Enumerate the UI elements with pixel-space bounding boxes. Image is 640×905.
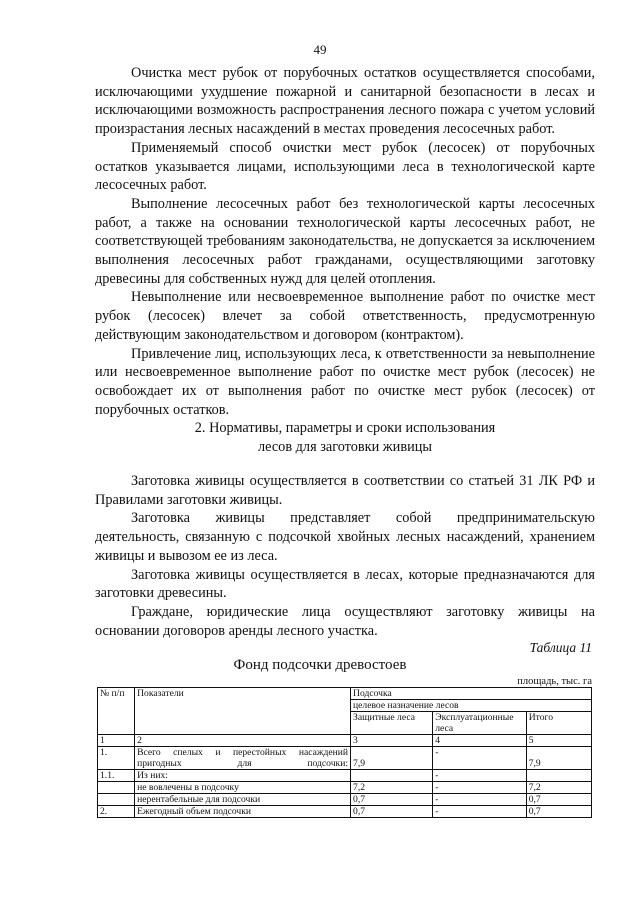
header-cell-subgroup: целевое назначение лесов xyxy=(351,700,592,712)
row-protective xyxy=(351,770,433,782)
row-number: 1.1. xyxy=(98,770,135,782)
row-total: 7,2 xyxy=(526,782,591,794)
table-unit: площадь, тыс. га xyxy=(517,676,592,687)
paragraph: Применяемый способ очистки мест рубок (лесосек) от порубочных остатков указывается лицами, использующими леса в технологической карте лесосечных работ. xyxy=(95,139,595,194)
row-exploitation: - xyxy=(433,782,526,794)
header-cell-num: № п/п xyxy=(98,688,135,735)
column-number-cell: 4 xyxy=(433,735,526,747)
row-number: 1. xyxy=(98,747,135,770)
body-text-section-1 xyxy=(95,64,595,419)
table-row xyxy=(98,806,592,818)
row-protective: 0,7 xyxy=(351,806,433,818)
column-number-row xyxy=(98,735,592,747)
row-protective: 7,2 xyxy=(351,782,433,794)
table-row xyxy=(98,747,592,770)
row-exploitation: - xyxy=(433,806,526,818)
table-row xyxy=(98,770,592,782)
row-exploitation: - xyxy=(433,770,526,782)
header-cell-total: Итого xyxy=(526,712,591,735)
paragraph: Граждане, юридические лица осуществляют заготовку живицы на основании договоров аренды лесного участка. xyxy=(95,603,595,639)
header-cell-protective: Защитные леса xyxy=(351,712,433,735)
row-indicator: Ежегодный объем подсочки xyxy=(135,806,351,818)
column-number-cell: 3 xyxy=(351,735,433,747)
row-indicator: Всего спелых и перестойных насаждений пригодных для подсочки: xyxy=(135,747,351,770)
table-row xyxy=(98,794,592,806)
page-number: 49 xyxy=(313,42,327,57)
forest-tapping-table xyxy=(97,687,592,818)
paragraph: Заготовка живицы осуществляется в соответствии со статьей 31 ЛК РФ и Правилами заготовки живицы. xyxy=(95,473,595,508)
paragraph: Привлечение лиц, использующих леса, к ответственности за невыполнение или несвоевременное выполнение работ по очистке мест рубок (лесосек) не освобождает их от выполнения работ по очистке мест рубок (лесосек) от порубочных остатков. xyxy=(95,345,595,418)
section-heading-line: 2. Нормативы, параметры и сроки использования xyxy=(194,420,496,436)
row-number xyxy=(98,794,135,806)
header-cell-group: Подсочка xyxy=(351,688,592,700)
row-indicator: Из них: xyxy=(135,770,351,782)
column-number-cell: 5 xyxy=(526,735,591,747)
row-total xyxy=(526,770,591,782)
row-indicator: не вовлечены в подсочку xyxy=(135,782,351,794)
paragraph: Невыполнение или несвоевременное выполнение работ по очистке мест рубок (лесосек) влечет за собой ответственность, предусмотренную действующим законодательством и договором (контрактом). xyxy=(95,289,595,343)
row-exploitation: - xyxy=(433,747,526,770)
header-cell-exploitation: Эксплуатационные леса xyxy=(433,712,526,735)
section-heading-line: лесов для заготовки живицы xyxy=(258,438,432,455)
table-row xyxy=(98,782,592,794)
row-protective: 0,7 xyxy=(351,794,433,806)
table-caption: Таблица 11 xyxy=(529,640,592,655)
table-title: Фонд подсочки древостоев xyxy=(233,657,407,673)
section-heading xyxy=(95,419,595,456)
column-number-cell: 1 xyxy=(98,735,135,747)
paragraph: Заготовка живицы осуществляется в лесах, которые предназначаются для заготовки древесины. xyxy=(95,566,595,602)
paragraph: Выполнение лесосечных работ без технологической карты лесосечных работ, а также на основании технологической карты лесосечных работ, не соответствующей требованиям законодательства, не допускается за исключением выполнения лесосечных работ гражданами, осуществляющими заготовку древесины для собственных нужд для целей отопления. xyxy=(95,195,595,287)
row-number xyxy=(98,782,135,794)
header-cell-indicators: Показатели xyxy=(135,688,351,735)
paragraph: Заготовка живицы представляет собой предпринимательскую деятельность, связанную с подсочкой хвойных лесных насаждений, хранением живицы и вывозом ее из леса. xyxy=(95,510,595,564)
row-indicator: нерентабельные для подсочки xyxy=(135,794,351,806)
body-text-section-2 xyxy=(95,472,595,640)
row-number: 2. xyxy=(98,806,135,818)
row-protective: 7,9 xyxy=(351,747,433,770)
paragraph: Очистка мест рубок от порубочных остатков осуществляется способами, исключающими ухудшение пожарной и санитарной безопасности в лесах и исключающими возможность распространения лесного пожара с учетом условий произрастания лесных насаждений в местах проведения лесосечных работ. xyxy=(95,65,595,138)
column-number-cell: 2 xyxy=(135,735,351,747)
row-total: 7,9 xyxy=(526,747,591,770)
table-header-row xyxy=(98,688,592,700)
row-total: 0,7 xyxy=(526,794,591,806)
row-total: 0,7 xyxy=(526,806,591,818)
row-exploitation: - xyxy=(433,794,526,806)
